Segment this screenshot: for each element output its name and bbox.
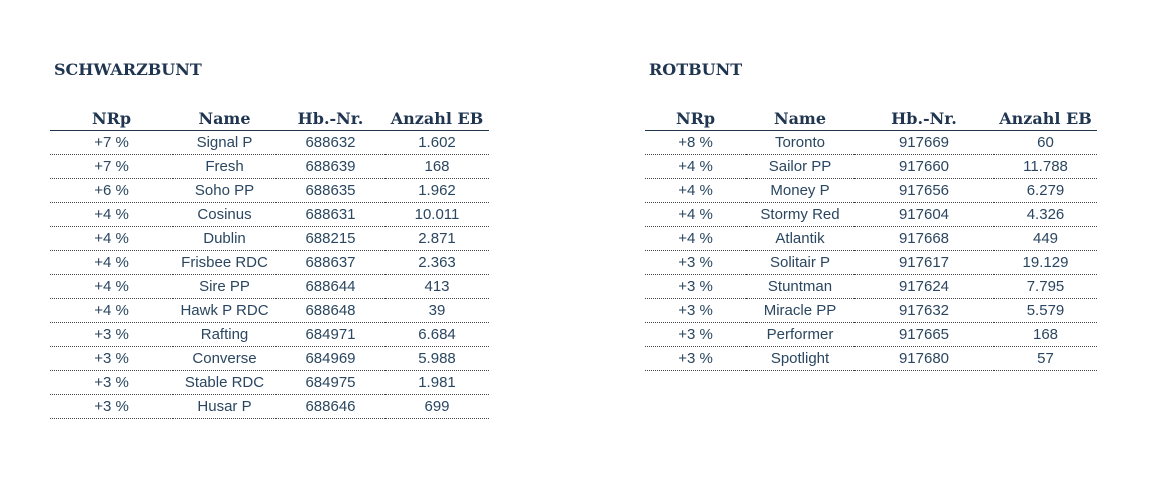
cell-nrp: +3 % (645, 323, 746, 347)
cell-name: Fresh (173, 155, 276, 179)
table-row (50, 347, 489, 371)
header-name: Name (173, 106, 276, 131)
cell-name: Soho PP (173, 179, 276, 203)
table-row (50, 323, 489, 347)
table-row (645, 203, 1097, 227)
cell-hb-nr: 917669 (854, 131, 994, 155)
table-row (50, 203, 489, 227)
cell-name: Money P (746, 179, 854, 203)
cell-name: Sailor PP (746, 155, 854, 179)
cell-hb-nr: 688631 (276, 203, 385, 227)
header-hb-nr: Hb.-Nr. (854, 106, 994, 131)
header-hb-nr: Hb.-Nr. (276, 106, 385, 131)
cell-hb-nr: 917680 (854, 347, 994, 371)
cell-name: Converse (173, 347, 276, 371)
cell-anzahl-eb: 5.579 (994, 299, 1097, 323)
table-row (645, 299, 1097, 323)
cell-name: Rafting (173, 323, 276, 347)
cell-anzahl-eb: 168 (994, 323, 1097, 347)
cell-nrp: +3 % (645, 251, 746, 275)
cell-hb-nr: 684971 (276, 323, 385, 347)
cell-anzahl-eb: 6.684 (385, 323, 489, 347)
cell-anzahl-eb: 2.871 (385, 227, 489, 251)
cell-name: Stable RDC (173, 371, 276, 395)
schwarzbunt-title: SCHWARZBUNT (54, 60, 202, 79)
cell-hb-nr: 688635 (276, 179, 385, 203)
cell-nrp: +4 % (645, 227, 746, 251)
cell-hb-nr: 688648 (276, 299, 385, 323)
header-anzahl-eb: Anzahl EB (994, 106, 1097, 131)
cell-nrp: +3 % (645, 347, 746, 371)
cell-anzahl-eb: 2.363 (385, 251, 489, 275)
cell-name: Performer (746, 323, 854, 347)
cell-anzahl-eb: 168 (385, 155, 489, 179)
cell-hb-nr: 684969 (276, 347, 385, 371)
schwarzbunt-table (50, 106, 489, 419)
cell-hb-nr: 688644 (276, 275, 385, 299)
cell-hb-nr: 917624 (854, 275, 994, 299)
table-row (645, 179, 1097, 203)
cell-name: Spotlight (746, 347, 854, 371)
table-row (645, 131, 1097, 155)
cell-nrp: +7 % (50, 131, 173, 155)
cell-nrp: +4 % (50, 203, 173, 227)
cell-nrp: +3 % (50, 371, 173, 395)
header-nrp: NRp (50, 106, 173, 131)
cell-nrp: +8 % (645, 131, 746, 155)
cell-name: Solitair P (746, 251, 854, 275)
cell-hb-nr: 688632 (276, 131, 385, 155)
cell-anzahl-eb: 5.988 (385, 347, 489, 371)
cell-name: Husar P (173, 395, 276, 419)
cell-nrp: +4 % (50, 299, 173, 323)
cell-nrp: +3 % (50, 323, 173, 347)
cell-name: Sire PP (173, 275, 276, 299)
cell-anzahl-eb: 1.981 (385, 371, 489, 395)
cell-name: Dublin (173, 227, 276, 251)
cell-name: Toronto (746, 131, 854, 155)
cell-nrp: +7 % (50, 155, 173, 179)
cell-name: Cosinus (173, 203, 276, 227)
cell-name: Stormy Red (746, 203, 854, 227)
schwarzbunt-header-row (50, 106, 489, 131)
cell-hb-nr: 688639 (276, 155, 385, 179)
cell-nrp: +4 % (50, 227, 173, 251)
header-name: Name (746, 106, 854, 131)
table-row (50, 371, 489, 395)
table-row (50, 275, 489, 299)
cell-anzahl-eb: 1.962 (385, 179, 489, 203)
cell-name: Stuntman (746, 275, 854, 299)
cell-hb-nr: 688215 (276, 227, 385, 251)
cell-anzahl-eb: 10.011 (385, 203, 489, 227)
cell-nrp: +4 % (645, 179, 746, 203)
cell-anzahl-eb: 60 (994, 131, 1097, 155)
cell-hb-nr: 917656 (854, 179, 994, 203)
table-row (50, 251, 489, 275)
cell-nrp: +4 % (50, 251, 173, 275)
cell-hb-nr: 917604 (854, 203, 994, 227)
header-nrp: NRp (645, 106, 746, 131)
cell-hb-nr: 684975 (276, 371, 385, 395)
cell-nrp: +3 % (50, 395, 173, 419)
cell-anzahl-eb: 11.788 (994, 155, 1097, 179)
cell-anzahl-eb: 6.279 (994, 179, 1097, 203)
table-row (645, 155, 1097, 179)
cell-hb-nr: 917617 (854, 251, 994, 275)
cell-hb-nr: 917668 (854, 227, 994, 251)
table-row (645, 227, 1097, 251)
cell-anzahl-eb: 4.326 (994, 203, 1097, 227)
table-row (50, 395, 489, 419)
cell-nrp: +3 % (50, 347, 173, 371)
cell-anzahl-eb: 39 (385, 299, 489, 323)
cell-anzahl-eb: 449 (994, 227, 1097, 251)
table-row (645, 251, 1097, 275)
rotbunt-header-row (645, 106, 1097, 131)
cell-anzahl-eb: 7.795 (994, 275, 1097, 299)
cell-nrp: +4 % (645, 155, 746, 179)
cell-name: Atlantik (746, 227, 854, 251)
cell-name: Frisbee RDC (173, 251, 276, 275)
table-row (645, 323, 1097, 347)
cell-nrp: +3 % (645, 275, 746, 299)
cell-anzahl-eb: 1.602 (385, 131, 489, 155)
cell-nrp: +4 % (50, 275, 173, 299)
table-row (50, 299, 489, 323)
table-row (50, 155, 489, 179)
table-row (50, 131, 489, 155)
table-row (645, 275, 1097, 299)
cell-anzahl-eb: 19.129 (994, 251, 1097, 275)
cell-hb-nr: 688646 (276, 395, 385, 419)
rotbunt-table (645, 106, 1097, 371)
cell-hb-nr: 917632 (854, 299, 994, 323)
cell-anzahl-eb: 57 (994, 347, 1097, 371)
cell-hb-nr: 917660 (854, 155, 994, 179)
cell-name: Signal P (173, 131, 276, 155)
cell-hb-nr: 688637 (276, 251, 385, 275)
cell-anzahl-eb: 699 (385, 395, 489, 419)
header-anzahl-eb: Anzahl EB (385, 106, 489, 131)
cell-name: Miracle PP (746, 299, 854, 323)
table-row (645, 347, 1097, 371)
cell-hb-nr: 917665 (854, 323, 994, 347)
cell-nrp: +4 % (645, 203, 746, 227)
cell-name: Hawk P RDC (173, 299, 276, 323)
cell-nrp: +6 % (50, 179, 173, 203)
table-row (50, 227, 489, 251)
rotbunt-title: ROTBUNT (649, 60, 743, 79)
cell-nrp: +3 % (645, 299, 746, 323)
table-row (50, 179, 489, 203)
cell-anzahl-eb: 413 (385, 275, 489, 299)
